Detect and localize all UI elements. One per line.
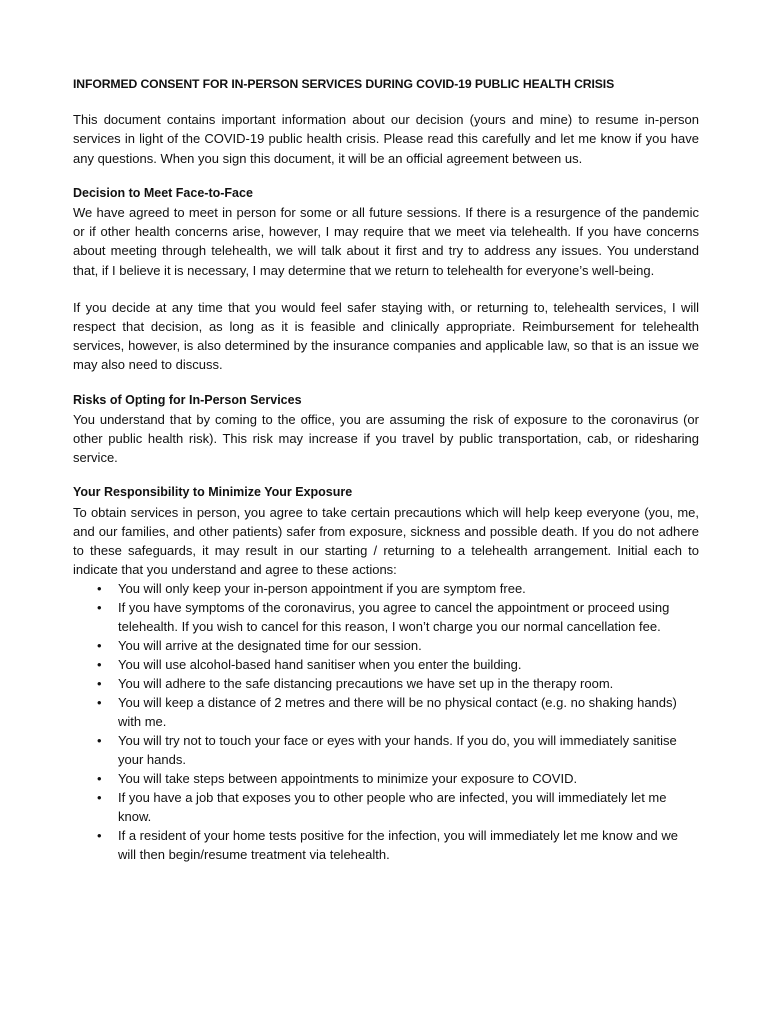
bullet-icon: • <box>97 657 102 673</box>
intro-paragraph: This document contains important information about our decision (yours and mine) to resume in-person services in light of the COVID-19 public health crisis. Please read this carefully and let me know if you have any questions. When you sign this document, it will be an official agreement between us. <box>73 112 699 166</box>
section-heading: Your Responsibility to Minimize Your Exposure <box>73 485 353 500</box>
section-paragraph: You understand that by coming to the office, you are assuming the risk of exposure to the coronavirus (or other public health risk). This risk may increase if you travel by public transportation, cab, or ridesharing service. <box>73 411 699 466</box>
section-paragraph: If you decide at any time that you would feel safer staying with, or returning to, telehealth services, I will respect that decision, as long as it is feasible and clinically appropriate. Reimbursement for telehealth services, however, is also determined by the insurance companies and applicable law, so that is an issue we may also need to discuss. <box>73 299 699 373</box>
section-paragraph: To obtain services in person, you agree to take certain precautions which will help keep everyone (you, me, and our families, and other patients) safer from exposure, sickness and possible death. If you do not adhere to these safeguards, it may result in our starting / returning to a telehealth arrangement. Initial each to indicate that you understand and agree to these actions: <box>73 504 699 578</box>
bullet-icon: • <box>97 828 102 844</box>
list-item <box>73 769 699 788</box>
list-item <box>73 579 699 598</box>
list-item-text: You will adhere to the safe distancing precautions we have set up in the therapy room. <box>118 676 614 692</box>
bullet-icon: • <box>97 790 102 806</box>
section-heading: Decision to Meet Face-to-Face <box>73 185 253 200</box>
section-face-to-face <box>73 184 699 375</box>
section-heading: Risks of Opting for In-Person Services <box>73 392 302 407</box>
list-item-text: You will only keep your in-person appointment if you are symptom free. <box>118 581 526 597</box>
list-item <box>73 636 699 655</box>
bullet-icon: • <box>97 581 102 597</box>
bullet-icon: • <box>97 600 102 616</box>
document-title: INFORMED CONSENT FOR IN-PERSON SERVICES DURING COVID-19 PUBLIC HEALTH CRISIS <box>73 77 615 91</box>
bullet-icon: • <box>97 676 102 692</box>
section-paragraph: We have agreed to meet in person for some or all future sessions. If there is a resurgence of the pandemic or if other health concerns arise, however, I may require that we meet via telehealth. If you have concerns about meeting through telehealth, we will talk about it first and try to address any issues. You understand that, if I believe it is necessary, I may determine that we return to telehealth for everyone’s well-being. <box>73 205 699 278</box>
list-item-text: If you have a job that exposes you to other people who are infected, you will immediately let me know. <box>118 790 667 825</box>
list-item <box>73 788 699 826</box>
list-item-text: If a resident of your home tests positive for the infection, you will immediately let me know and we will then begin/resume treatment via telehealth. <box>118 828 678 863</box>
list-item-text: You will keep a distance of 2 metres and there will be no physical contact (e.g. no shaking hands) with me. <box>118 695 677 730</box>
bullet-icon: • <box>97 638 102 654</box>
list-item <box>73 674 699 693</box>
list-item <box>73 655 699 674</box>
bullet-icon: • <box>97 695 102 711</box>
bullet-icon: • <box>97 733 102 749</box>
bullet-icon: • <box>97 771 102 787</box>
list-item <box>73 826 699 864</box>
list-item-text: If you have symptoms of the coronavirus, you agree to cancel the appointment or proceed using telehealth. If you wish to cancel for this reason, I won’t charge you our normal cancellation fee. <box>118 600 670 635</box>
list-item-text: You will take steps between appointments to minimize your exposure to COVID. <box>118 771 578 787</box>
list-item-text: You will try not to touch your face or eyes with your hands. If you do, you will immediately sanitise your hands. <box>118 733 677 768</box>
list-item <box>73 731 699 769</box>
actions-list <box>73 579 699 864</box>
list-item-text: You will arrive at the designated time for our session. <box>118 638 422 654</box>
list-item-text: You will use alcohol-based hand sanitiser when you enter the building. <box>118 657 522 673</box>
section-risks <box>73 391 699 468</box>
list-item <box>73 693 699 731</box>
document-page <box>73 75 699 880</box>
list-item <box>73 598 699 636</box>
section-responsibility <box>73 483 699 864</box>
